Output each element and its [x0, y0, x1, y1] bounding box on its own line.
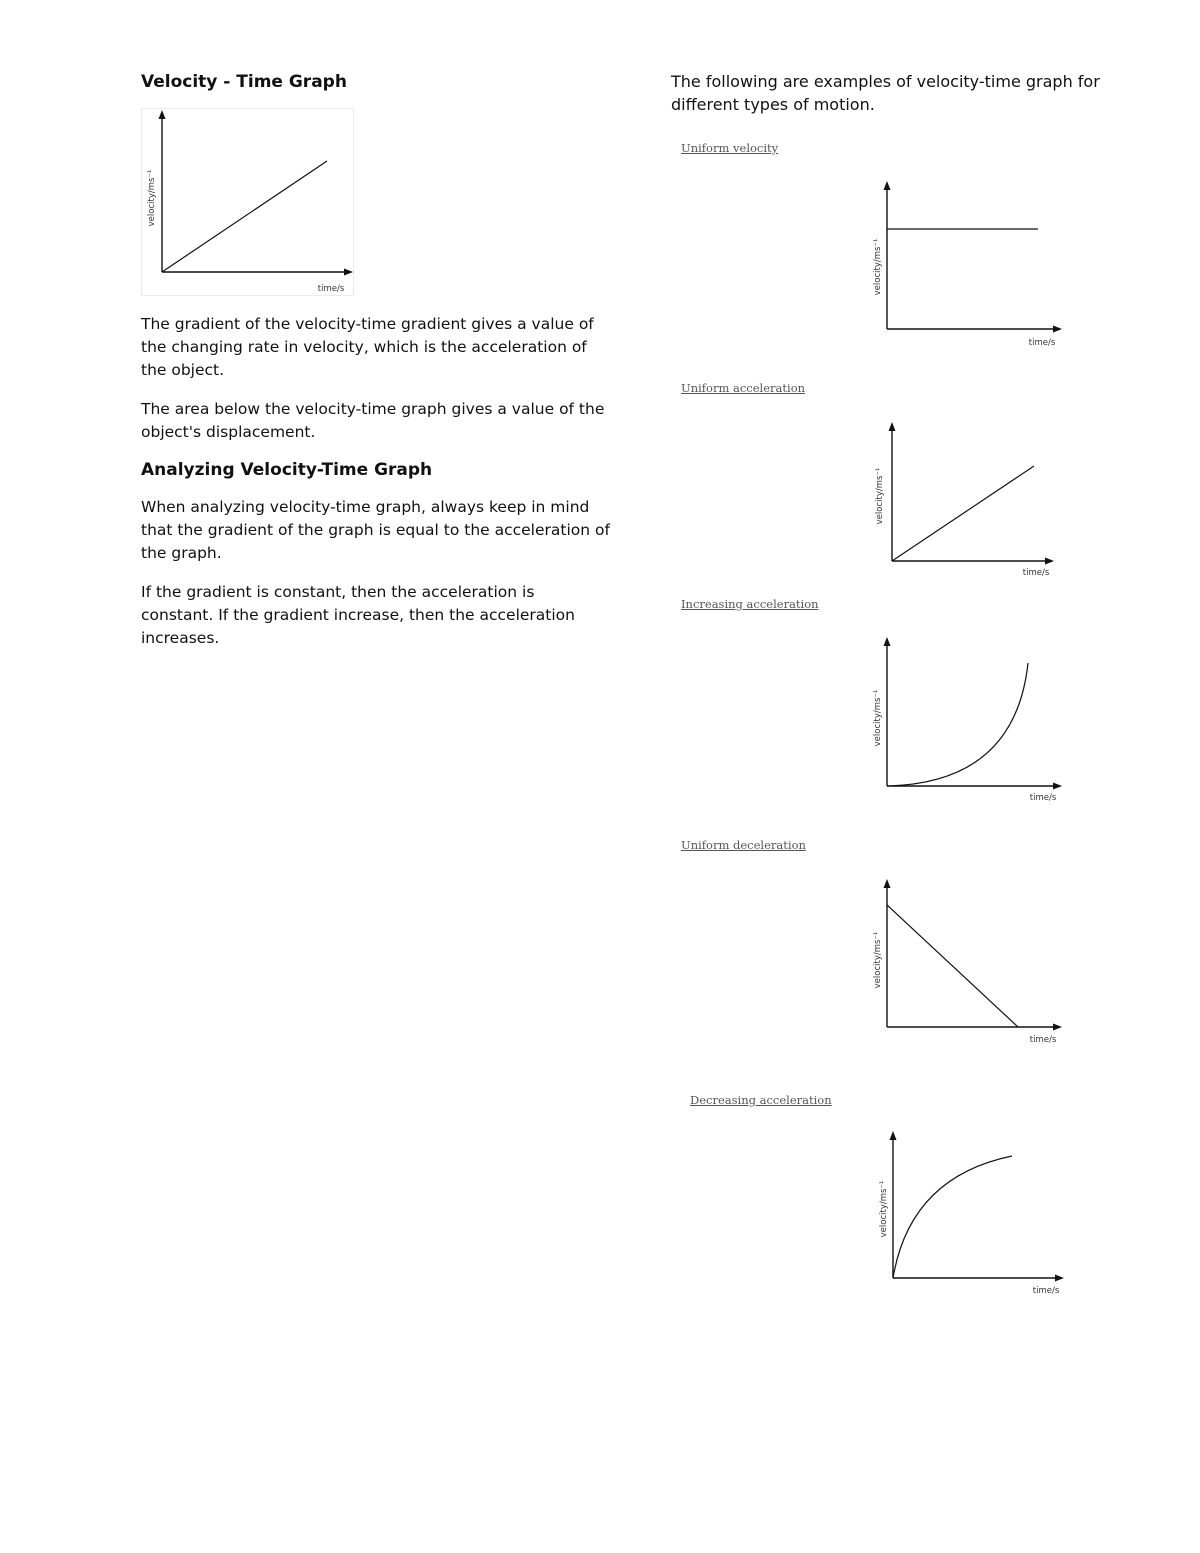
- area-paragraph: The area below the velocity-time graph gives a value of the object's displacement.: [141, 400, 605, 441]
- graph-uniform-velocity: [865, 177, 1065, 352]
- y-axis-label: velocity/ms⁻¹: [879, 1180, 889, 1238]
- x-axis-label: time/s: [1032, 1286, 1060, 1296]
- x-axis-label: time/s: [1029, 793, 1057, 803]
- main-velocity-time-graph: [141, 108, 356, 298]
- graph-uniform-deceleration: [865, 875, 1065, 1050]
- x-axis-label: time/s: [1029, 1035, 1057, 1045]
- left-text-block: [141, 313, 611, 650]
- y-axis-arrow: [159, 110, 166, 119]
- graph-curve: [893, 1156, 1012, 1278]
- caption-increasing-acceleration: Increasing acceleration: [681, 597, 819, 611]
- gradient-paragraph: The gradient of the velocity-time gradient gives a value of the changing rate in velocity, which is the acceleration of the object.: [141, 315, 594, 379]
- examples-intro: The following are examples of velocity-time graph for different types of motion.: [671, 72, 1100, 114]
- gradient-constant-paragraph: If the gradient is constant, then the acceleration is constant. If the gradient increase, then the acceleration increases.: [141, 583, 575, 647]
- x-axis-label: time/s: [317, 284, 345, 294]
- caption-uniform-velocity: Uniform velocity: [681, 141, 779, 155]
- right-column: [671, 70, 1141, 116]
- graph-line: [892, 466, 1034, 561]
- caption-decreasing-acceleration: Decreasing acceleration: [690, 1093, 832, 1107]
- y-axis-label: velocity/ms⁻¹: [873, 238, 883, 296]
- x-axis-arrow: [344, 269, 353, 276]
- caption-uniform-deceleration: Uniform deceleration: [681, 838, 806, 852]
- graph-line: [162, 161, 327, 272]
- y-axis-label: velocity/ms⁻¹: [873, 931, 883, 989]
- graph-curve: [887, 663, 1028, 786]
- analyzing-paragraph: When analyzing velocity-time graph, always keep in mind that the gradient of the graph is equal to the acceleration of the graph.: [141, 498, 610, 562]
- x-axis-label: time/s: [1022, 568, 1050, 578]
- caption-uniform-acceleration: Uniform acceleration: [681, 381, 806, 395]
- graph-decreasing-acceleration: [870, 1127, 1070, 1302]
- graph-increasing-acceleration: [865, 633, 1065, 808]
- y-axis-label: velocity/ms⁻¹: [875, 467, 885, 525]
- graph-uniform-acceleration: [865, 418, 1065, 583]
- y-axis-label: velocity/ms⁻¹: [873, 689, 883, 747]
- page-title: Velocity - Time Graph: [141, 72, 347, 92]
- x-axis-label: time/s: [1028, 338, 1056, 348]
- left-column: [141, 70, 611, 94]
- analyzing-heading: Analyzing Velocity-Time Graph: [141, 460, 433, 480]
- y-axis-label: velocity/ms⁻¹: [147, 169, 157, 227]
- graph-line: [887, 905, 1018, 1027]
